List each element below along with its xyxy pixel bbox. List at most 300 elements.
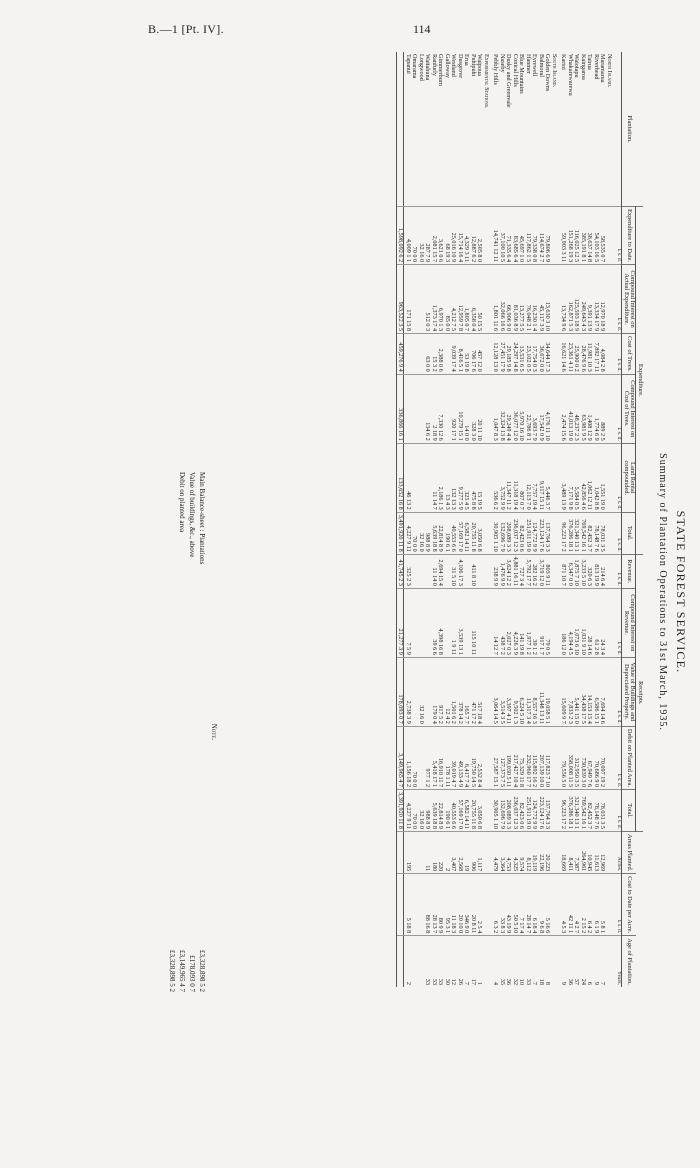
table-cell: 889 2 5 — [599, 374, 606, 443]
table-cell: 8,557 16 3 — [531, 657, 538, 726]
table-cell: 236,037 12 3 — [511, 790, 518, 832]
table-cell: 28 13 7 — [430, 874, 437, 936]
table-cell: 114,674 2 7 — [537, 207, 544, 265]
table-cell: 9,574 — [518, 831, 525, 873]
plantation-name: Waipoua — [476, 54, 484, 76]
table-row — [579, 52, 586, 987]
table-cell: 8,416 5 1 — [456, 334, 463, 375]
table-cell: 8 — [544, 936, 551, 987]
table-cell: 83,685 6 4 — [511, 207, 518, 265]
unit-cell: £ s. d. — [615, 790, 621, 832]
table-cell: 134 6 2 — [424, 374, 431, 443]
plantation-name: Balmoral — [537, 54, 545, 78]
column-header: Cost of Trees. — [621, 334, 635, 375]
table-cell: 12,959 7 8 — [456, 265, 463, 334]
table-cell: 42,856 4 6 — [579, 443, 586, 512]
table-cell: 11 14 0 — [430, 554, 437, 588]
table-cell: 13,277 5 5 — [518, 265, 525, 334]
total-cell: 336,866 16 1 — [396, 374, 404, 443]
table-cell: 79 0 5 — [544, 588, 551, 657]
table-cell: 3,621 0 6 — [437, 207, 444, 265]
table-cell: 13 4 3 — [443, 443, 450, 512]
table-cell: 179 0 4 — [430, 657, 437, 726]
table-cell: 33 — [524, 936, 531, 987]
expenditure-group-header: Expenditure. — [636, 207, 643, 555]
table-cell — [417, 554, 424, 588]
table-cell: 6 3 2 — [492, 874, 499, 936]
table-cell: 1,805 0 7 — [463, 265, 470, 334]
empty-cell — [482, 831, 492, 873]
table-cell: 3,489 13 9 — [560, 443, 567, 512]
table-cell: 251,911 19 0 — [524, 790, 531, 832]
table-cell: 1,156 18 2 — [404, 726, 411, 789]
table-cell: 137,764 3 3 — [544, 512, 551, 554]
table-cell: 385,191 8 1 — [579, 207, 586, 265]
table-cell: 30,905 1 10 — [492, 512, 499, 554]
table-cell: 36 — [566, 936, 573, 987]
table-cell: 5,441 15 0 — [573, 657, 580, 726]
note-value: £178,093 0 7 — [188, 955, 196, 992]
table-cell: 20 10 0 — [456, 874, 463, 936]
table-cell: 2 — [443, 831, 450, 873]
table-row — [469, 52, 476, 987]
column-header: Debit on Planted Area. — [621, 726, 635, 789]
table-cell: 24 3 4 — [599, 588, 606, 657]
table-cell: 29,185 9 8 — [505, 334, 512, 375]
table-row — [592, 52, 599, 987]
table-cell: 1,875 7 10 — [573, 554, 580, 588]
table-row — [417, 52, 424, 987]
table-cell: 378 14 2 — [456, 657, 463, 726]
table-cell: 125,593 18 9 — [573, 265, 580, 334]
unit-cell: £ s. d. — [615, 265, 621, 334]
table-cell: 30,905 1 10 — [492, 790, 499, 832]
table-cell: 3,407 — [450, 831, 457, 873]
table-cell: 57,169 17 0 — [456, 512, 463, 554]
column-header: Age of Plantation. — [621, 936, 635, 987]
table-cell: 178 1 11 — [443, 726, 450, 789]
table-cell: 39,019 4 7 — [450, 726, 457, 789]
table-cell: 78,148 7 6 — [592, 790, 599, 832]
table-cell: 15 3 2 — [430, 334, 437, 375]
empty-cell — [605, 726, 615, 789]
table-cell — [404, 334, 411, 375]
empty-cell — [605, 588, 615, 657]
table-cell: 76,048 2 1 — [524, 265, 531, 334]
table-cell: 12,970 18 9 — [599, 265, 606, 334]
table-cell: 19,119 — [531, 831, 538, 873]
table-cell: 7,171 9 8 — [566, 443, 573, 512]
table-cell: 20,755 11 8 — [469, 512, 476, 554]
table-cell: 58,535 0 7 — [599, 207, 606, 265]
table-cell: 2,505 8 0 — [476, 207, 483, 265]
table-cell: 5 18 8 — [404, 874, 411, 936]
table-cell: 232,960 17 7 — [524, 726, 531, 789]
table-cell: 217,427 10 4 — [511, 726, 518, 789]
table-cell: 2,694 15 4 — [437, 554, 444, 588]
table-cell: 9,117 15 11 — [537, 443, 544, 512]
table-cell: 4,227 9 11 — [404, 512, 411, 554]
total-cell — [396, 874, 404, 936]
table-cell: 6,417 7 4 — [463, 726, 470, 789]
table-cell: 3,752 9 9 — [498, 443, 505, 512]
table-cell: 376,286 18 1 — [566, 790, 573, 832]
table-cell: 3,050 6 8 — [476, 512, 483, 554]
table-cell: 727 3 4 — [518, 554, 525, 588]
table-cell: 7,892 17 11 — [592, 334, 599, 375]
table-cell: 53 19 8 — [463, 334, 470, 375]
table-cell: 24,297 14 8 — [511, 334, 518, 375]
table-cell: 95 3 1 — [443, 874, 450, 936]
table-cell: 920 17 1 — [450, 374, 457, 443]
table-cell: 85 0 0 — [443, 265, 450, 334]
table-cell: 30 — [443, 936, 450, 987]
table-row — [463, 52, 470, 987]
table-cell: 214 6 4 — [599, 554, 606, 588]
table-cell: 61 2 8 — [592, 588, 599, 657]
plantation-name: Tairua — [586, 54, 594, 70]
table-cell: 151,268 19 3 — [566, 207, 573, 265]
empty-cell — [550, 831, 560, 873]
table-cell: 1,551 19 0 — [599, 443, 606, 512]
table-cell: 4,398 16 8 — [437, 588, 444, 657]
table-cell: 6,347 0 0 — [566, 554, 573, 588]
balance-note — [166, 472, 218, 992]
table-cell: 79,556 5 0 — [560, 726, 567, 789]
column-header: Compound Interest on Revenue. — [621, 588, 635, 657]
table-cell: 438 7 2 — [498, 588, 505, 657]
table-cell: 251,911 19 0 — [524, 512, 531, 554]
total-cell — [396, 936, 404, 987]
table-cell: 512 0 3 — [424, 265, 431, 334]
plantation-name: Tapanui — [404, 54, 412, 74]
table-cell: 88 16 8 — [424, 874, 431, 936]
table-cell: 15 19 5 — [476, 443, 483, 512]
table-cell: 27,587 15 1 — [492, 726, 499, 789]
table-cell: 706 17 6 — [469, 334, 476, 375]
table-cell: 57,169 17 0 — [456, 790, 463, 832]
table-cell: 38,637 14 8 — [586, 207, 593, 265]
table-cell: 35 — [498, 936, 505, 987]
table-cell: 7 5 9 — [404, 588, 411, 657]
table-cell: 5,446 3 7 — [544, 443, 551, 512]
table-cell: 24 — [579, 936, 586, 987]
table-cell: 75,329 11 8 — [518, 726, 525, 789]
table-cell: 5,792 17 7 — [524, 554, 531, 588]
table-cell: 7,694 14 6 — [599, 657, 606, 726]
table-cell: 45,697 1 0 — [518, 207, 525, 265]
table-cell: 14 12 7 — [492, 588, 499, 657]
table-cell: 3,539 13 1 — [456, 588, 463, 657]
empty-cell — [482, 512, 492, 554]
table-cell — [417, 443, 424, 512]
table-cell: 29,249 4 4 — [505, 374, 512, 443]
table-cell: 223,124 17 6 — [537, 512, 544, 554]
table-cell: 79,806 6 9 — [544, 207, 551, 265]
table-cell: 13,531 6 5 — [518, 334, 525, 375]
empty-cell — [550, 874, 560, 936]
table-cell: 1 — [476, 936, 483, 987]
column-header: Cost to Date per Acre. — [621, 874, 635, 936]
table-cell: 4,009 1 1 — [404, 207, 411, 265]
table-cell: 127,373 7 5 — [498, 726, 505, 789]
total-cell: 3,391,920 11 8 — [396, 790, 404, 832]
table-cell: 3,064 14 5 — [492, 657, 499, 726]
empty-cell — [550, 265, 560, 334]
table-cell: 46 13 2 — [404, 443, 411, 512]
total-cell: 133,652 16 8 — [396, 443, 404, 512]
plantation-name: Whakarewarewa — [566, 54, 574, 96]
table-cell: 7,330 12 6 — [437, 374, 444, 443]
table-cell: 36,077 12 0 — [511, 374, 518, 443]
table-cell: 5,639 18 8 — [430, 790, 437, 832]
table-cell: 11,348 13 11 — [537, 657, 544, 726]
table-cell: 12,128 13 0 — [492, 334, 499, 375]
plantation-name: Riverhead — [592, 54, 600, 80]
table-cell: 25,016 10 9 — [450, 207, 457, 265]
table-cell — [417, 588, 424, 657]
table-cell: 2,568 — [456, 831, 463, 873]
table-cell: 358,008 11 5 — [566, 726, 573, 789]
table-cell: 13,630 3 10 — [544, 265, 551, 334]
table-cell: 2,027 0 3 — [505, 588, 512, 657]
plantation-name: Westland — [450, 54, 458, 77]
table-cell: 20 8 11 — [469, 874, 476, 936]
totals-row — [396, 52, 404, 987]
table-row — [511, 52, 518, 987]
empty-cell — [550, 207, 560, 265]
plantation-name: Dusky and Greenvale — [505, 54, 513, 108]
table-cell: 321,340 13 1 — [573, 790, 580, 832]
table-cell: 78,031 3 5 — [599, 790, 606, 832]
table-cell: 4,753 — [505, 831, 512, 873]
table-cell: 9 — [560, 936, 567, 987]
table-cell: 23,361 4 11 — [566, 334, 573, 375]
table-cell: 2,081 15 7 — [430, 207, 437, 265]
table-cell: 80 9 9 — [437, 874, 444, 936]
table-cell: 238 9 9 — [492, 554, 499, 588]
table-cell: 282 16 2 — [531, 554, 538, 588]
table-cell: 325 4 5 — [463, 443, 470, 512]
table-cell: 66,906 9 0 — [505, 265, 512, 334]
plantation-name: Golden Downs — [544, 54, 552, 92]
table-cell: 8,112 — [524, 831, 531, 873]
table-cell: 115,892 16 2 — [531, 726, 538, 789]
table-cell: 19,750 14 5 — [469, 726, 476, 789]
table-row — [404, 52, 411, 987]
plantation-name: Longwood — [417, 54, 425, 81]
table-cell: 4,106 17 3 — [456, 554, 463, 588]
table-cell: 8,411 — [566, 831, 573, 873]
table-cell: 813 19 9 — [592, 554, 599, 588]
report-reference: B.—1 [Pt. IV]. — [148, 22, 224, 36]
section-heading-row — [550, 52, 560, 987]
table-cell: 70 0 0 — [411, 790, 418, 832]
page-title: STATE FOREST SERVICE. — [674, 510, 688, 674]
table-cell: 45,117 3 9 — [537, 265, 544, 334]
table-cell: 11 — [424, 831, 431, 873]
table-cell — [404, 374, 411, 443]
table-cell: 31 5 10 — [450, 554, 457, 588]
table-cell: 807 0 7 — [518, 443, 525, 512]
table-cell: 22,196 — [537, 831, 544, 873]
table-cell: 82,452 3 7 — [586, 512, 593, 554]
table-cell: 9 — [592, 936, 599, 987]
table-cell: 39 6 6 — [430, 588, 437, 657]
table-cell: 1,774 6 9 — [592, 374, 599, 443]
table-cell: 50 5 10 — [511, 874, 518, 936]
table-cell: 4,329 3 11 — [463, 207, 470, 265]
table-cell: 906 — [469, 831, 476, 873]
empty-cell — [482, 588, 492, 657]
table-cell: 49,133 4 9 — [456, 726, 463, 789]
table-cell: 48,237 2 3 — [573, 374, 580, 443]
plantation-name: Waitahuna — [424, 54, 432, 81]
table-cell: 33 8 3 — [498, 874, 505, 936]
table-cell: 115 10 11 — [469, 588, 476, 657]
table-cell: 15,609 9 7 — [560, 657, 567, 726]
units-row — [615, 52, 621, 987]
table-cell: 32 — [511, 936, 518, 987]
section-heading-row — [605, 52, 615, 987]
table-cell: 1,501 6 2 — [450, 657, 457, 726]
table-cell: 5,418 17 1 — [430, 726, 437, 789]
table-cell: 19,058 5 1 — [544, 657, 551, 726]
table-cell: 207,139 10 0 — [537, 726, 544, 789]
table-cell: 1,801 11 6 — [492, 265, 499, 334]
plantation-summary-table — [396, 52, 643, 987]
plantation-name: Conical Hills — [511, 54, 519, 87]
table-cell: 6 18 4 — [531, 874, 538, 936]
empty-cell — [482, 790, 492, 832]
table-cell: 11,613 — [592, 831, 599, 873]
group-header-row — [636, 52, 643, 987]
unit-cell: Acres. — [615, 831, 621, 873]
table-cell: 6,970 1 3 — [437, 265, 444, 334]
table-cell: 137,764 3 3 — [544, 790, 551, 832]
table-cell: 132 13 3 — [450, 443, 457, 512]
empty-cell — [482, 374, 492, 443]
empty-cell — [550, 936, 560, 987]
unit-cell: £ s. d. — [615, 726, 621, 789]
table-cell: 249,643 4 3 — [579, 265, 586, 334]
table-cell: 28 14 7 — [524, 874, 531, 936]
plantation-name: Kaingaroa — [579, 54, 587, 80]
table-cell: 18 — [537, 936, 544, 987]
table-cell: 1,977 1 2 — [524, 588, 531, 657]
table-cell: 11 14 7 — [430, 443, 437, 512]
table-cell: 3,397 4 11 — [505, 657, 512, 726]
table-cell: 63 0 0 — [424, 334, 431, 375]
table-cell: 116,025 12 5 — [573, 207, 580, 265]
table-cell: 325 2 3 — [404, 554, 411, 588]
table-cell: 6,582 14 11 — [463, 512, 470, 554]
plantation-name: Gimmerburn — [437, 54, 445, 86]
table-cell: 7,387 — [573, 831, 580, 873]
table-cell: 4 — [492, 936, 499, 987]
table-cell: 82,423 0 6 — [518, 512, 525, 554]
total-cell: 21,277 3 9 — [396, 588, 404, 657]
column-header: Total. — [621, 790, 635, 832]
table-cell: 320 6 3 — [586, 554, 593, 588]
table-cell: 15,714 16 4 — [456, 207, 463, 265]
table-cell: 457 12 0 — [476, 334, 483, 375]
table-cell: 19 — [463, 831, 470, 873]
total-cell — [396, 52, 404, 207]
table-cell: 33 — [430, 936, 437, 987]
table-cell: 4,325 — [511, 831, 518, 873]
table-cell: 988 8 9 — [424, 512, 431, 554]
column-header: Land Rental compounded. — [621, 443, 635, 512]
table-cell: 20,223 — [544, 831, 551, 873]
table-cell: 10,279 15 1 — [456, 374, 463, 443]
empty-cell — [550, 588, 560, 657]
note-label: Value of buildings, &c., above — [188, 472, 196, 558]
empty-cell — [605, 831, 615, 873]
table-cell: 287 7 9 — [424, 207, 431, 265]
table-cell: 3,624 12 2 — [505, 554, 512, 588]
table-cell: 6 4 2 — [586, 874, 593, 936]
table-cell: 264,961 — [579, 831, 586, 873]
table-cell: 13,734 9 6 — [560, 265, 567, 334]
column-header: Total. — [621, 512, 635, 554]
table-cell: 6,358 0 4 — [469, 265, 476, 334]
table-cell: 14,741 12 11 — [492, 207, 499, 265]
empty-cell — [605, 554, 615, 588]
table-row — [411, 52, 418, 987]
table-row — [456, 52, 463, 987]
table-cell: 17 — [469, 936, 476, 987]
table-cell: 2 — [404, 936, 411, 987]
empty-cell — [605, 874, 615, 936]
table-cell: 117,862 1 5 — [524, 207, 531, 265]
table-cell: 4,881 16 11 — [511, 554, 518, 588]
table-cell: 803 9 11 — [544, 554, 551, 588]
table-cell: 32 16 0 — [417, 207, 424, 265]
unit-cell: £ s. d. — [615, 512, 621, 554]
table-cell: 236,037 12 3 — [511, 512, 518, 554]
plantation-name: Karioi — [560, 54, 568, 70]
empty-cell — [605, 443, 615, 512]
empty-cell — [550, 374, 560, 443]
empty-cell — [482, 443, 492, 512]
empty-cell — [550, 334, 560, 375]
plantation-name: Naseby — [498, 54, 506, 73]
table-cell: 977 1 2 — [424, 726, 431, 789]
unit-cell: Years. — [615, 936, 621, 987]
total-cell: 1,598,092 6 2 — [396, 207, 404, 265]
table-cell: 14,153 15 4 — [586, 657, 593, 726]
table-cell: 33 — [437, 936, 444, 987]
table-cell: 471 17 2 — [469, 657, 476, 726]
table-cell: 2,532 8 4 — [476, 726, 483, 789]
empty-cell — [605, 207, 615, 265]
table-cell: 190 6 1 — [443, 790, 450, 832]
table-cell: 5 16 6 — [544, 874, 551, 936]
table-cell: 312,950 3 5 — [573, 726, 580, 789]
table-cell: 67,949 7 6 — [586, 726, 593, 789]
table-cell: 4 2 7 — [573, 874, 580, 936]
column-header: Compound Interest on Actual Expenditure. — [621, 265, 635, 334]
plantation-name: Hanmer — [524, 54, 532, 74]
table-cell: 220 — [437, 831, 444, 873]
table-cell: 36,672 0 0 — [537, 334, 544, 375]
table-row — [498, 52, 505, 987]
table-cell: 32 16 0 — [417, 657, 424, 726]
empty-cell — [482, 874, 492, 936]
table-cell: 186 12 0 — [560, 588, 567, 657]
table-cell: 70 0 0 — [411, 726, 418, 789]
